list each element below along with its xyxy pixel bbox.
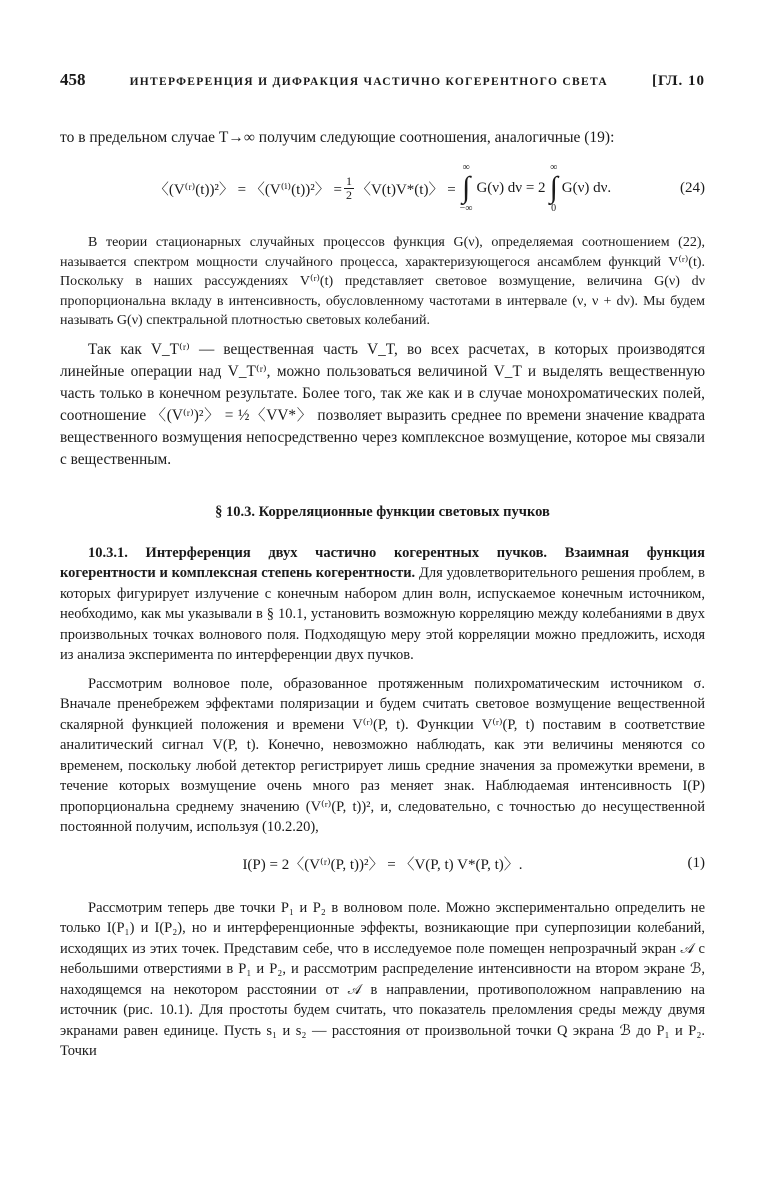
two-points-paragraph: Рассмотрим теперь две точки P₁ и P₂ в волновом поле. Можно экспериментально определить не только I(P₁) и I(P₂), но и интерференционные эффекты, возникающие при суперпозиции колебаний, исходящих из этих точек. Представим себе, что в исследуемое поле помещен непрозрачный экран 𝒜 с небольшими отверстиями в P₁ и P₂, и рассмотрим распределение интенсивности на втором экране ℬ, находящемся на некотором расстоянии от 𝒜 в направлении, противоположном направлению на источник (рис. 10.1). Для простоты будем считать, что показатель преломления среды между двумя экранами равен единице. Пусть s₁ и s₂ — расстояния от произвольной точки Q экрана ℬ до P₁ и P₂. Точки — [60, 899, 705, 1059]
eq24-integral-2 — [550, 162, 558, 214]
spectrum-paragraph: В теории стационарных случайных процессов функция G(ν), определяемая соотношением (22), называется спектром мощности случайного процесса, характеризующегося ансамблем функций V⁽ʳ⁾(t). Поскольку в наших рассуждениях V⁽ʳ⁾(t) представляет световое возмущение, величина G(ν) dν пропорциональна вкладу в интенсивность, обусловленному частотами в интервале (ν, ν + dν). Мы будем называть G(ν) спектральной плотностью световых колебаний. — [60, 235, 705, 328]
integral-sign: ∫ — [461, 171, 471, 204]
eq24-half-numerator: 1 — [345, 173, 352, 188]
eq24-half-denominator: 2 — [345, 187, 352, 202]
eq24-half — [344, 175, 354, 202]
running-title: ИНТЕРФЕРЕНЦИЯ И ДИФРАКЦИЯ ЧАСТИЧНО КОГЕРЕНТНОГО СВЕТА — [129, 76, 608, 88]
integral-upper-limit: ∞ — [462, 162, 470, 173]
integral-upper-limit: ∞ — [550, 162, 558, 173]
eq24-integrand-1: G(ν) dν = 2 — [476, 179, 546, 196]
equation-number: (24) — [680, 179, 705, 196]
eq24-mid: 〈V(t)V*(t)〉 = — [355, 181, 456, 198]
equation-24 — [60, 151, 705, 225]
eq24-integrand-2: G(ν) dν. — [561, 179, 612, 196]
page-number: 458 — [60, 70, 86, 89]
eq1-body: I(P) = 2〈(V⁽ʳ⁾(P, t))²〉 = 〈V(P, t) V*(P, t)〉. — [242, 857, 523, 873]
equation-number: (1) — [687, 855, 705, 871]
running-head — [60, 70, 705, 102]
subsection-paragraph — [60, 543, 705, 666]
book-page — [60, 70, 705, 1062]
intro-paragraph: то в предельном случае T→∞ получим следующие соотношения, аналогичные (19): — [60, 129, 615, 146]
integral-lower-limit: −∞ — [459, 203, 473, 214]
wavefield-paragraph: Рассмотрим волновое поле, образованное протяженным полихроматическим источником σ. Вначале пренебрежем эффектами поляризации и будем считать световое возмущение вещественной скалярной функцией положения и времени V⁽ʳ⁾(P, t). Функции V⁽ʳ⁾(P, t) поставим в соответствие аналитический сигнал V(P, t). Конечно, невозможно наблюдать, как эти величины меняются со временем, поскольку любой детектор регистрирует лишь средние значения за промежутки времени, в течение которых возмущение очень много раз меняет знак. Наблюдаемая интенсивность I(P) пропорциональна среднему значению (V⁽ʳ⁾(P, t))², и, следовательно, с точностью до несущественной постоянной получим, используя (10.2.20), — [60, 675, 705, 835]
subsection-text: Для удовлетворительного решения проблем, в которых фигурирует излучение с конечным набором длин волн, испускаемое конечным источником, необходимо, как мы указывали в § 10.1, установить возможную корреляцию между колебаниями в двух произвольных точках волнового поля. Подходящую меру этой корреляции можно предложить, исходя из анализа эксперимента по интерференции двух пучков. — [60, 565, 706, 663]
eq24-lhs: 〈(V⁽ʳ⁾(t))²〉 = 〈(V⁽ⁱ⁾(t))²〉 = — [153, 181, 342, 198]
eq24-integral-1 — [460, 162, 473, 214]
equation-1 — [60, 838, 705, 890]
section-heading: § 10.3. Корреляционные функции световых пучков — [215, 503, 550, 520]
chapter-marker: [ГЛ. 10 — [652, 73, 705, 89]
subsection-heading: 10.3.1. Интерференция двух частично когерентных пучков. Взаимная функция когерентности и комплексная степень когерентности. — [60, 544, 705, 581]
integral-lower-limit: 0 — [551, 203, 557, 214]
real-part-paragraph: Так как V_T⁽ʳ⁾ — вещественная часть V_T, во всех расчетах, в которых производятся линейные операции над V_T⁽ʳ⁾, можно пользоваться величиной V_T и выделять вещественную часть только в конечном результате. Более того, так же как и в случае монохроматических полей, соотношение 〈(V⁽ʳ⁾)²〉 = ½〈VV*〉 позволяет выразить среднее по времени значение квадрата вещественного возмущения непосредственно через комплексное возмущение, которое мы связали с вещественным. — [60, 340, 705, 468]
integral-sign: ∫ — [549, 171, 558, 204]
